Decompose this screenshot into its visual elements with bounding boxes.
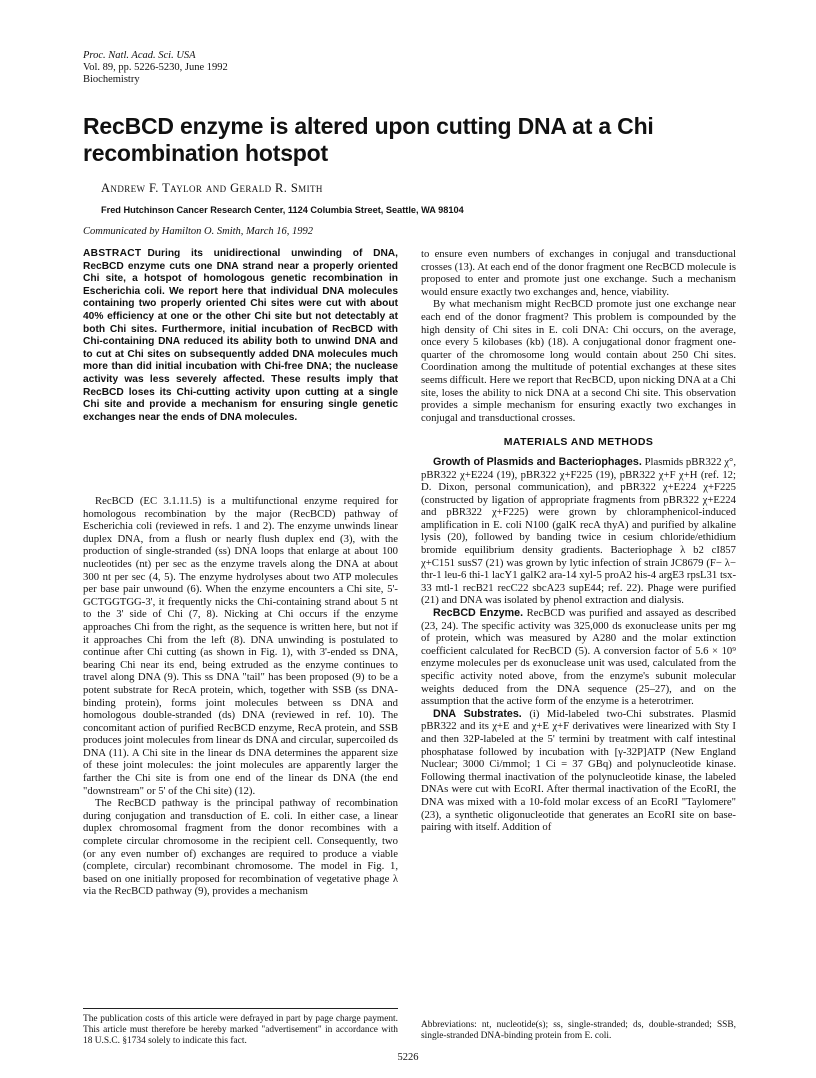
abstract-label: ABSTRACT [83, 248, 142, 259]
left-column-body [83, 495, 398, 898]
methods-subhead-3: DNA Substrates. [433, 707, 522, 720]
methods-paragraph-2 [421, 607, 736, 708]
methods-subhead-1: Growth of Plasmids and Bacteriophages. [433, 455, 642, 468]
right-paragraph-1: to ensure even numbers of exchanges in conjugal and transductional crosses (13). At each end of the donor fragment one RecBCD molecule is proposed to enter and promote just one exchange. Such a mechanism would ensure exactly two exchanges and, hence, viability. [421, 248, 736, 298]
abstract [83, 248, 398, 424]
article-title: RecBCD enzyme is altered upon cutting DNA at a Chi recombination hotspot [83, 113, 654, 166]
abbreviations-note: Abbreviations: nt, nucleotide(s); ss, single-stranded; ds, double-stranded; SSB, single-stranded DNA-binding protein from E. coli. [421, 1020, 736, 1042]
methods-paragraph-3 [421, 708, 736, 834]
intro-paragraph-1: RecBCD (EC 3.1.11.5) is a multifunctional enzyme required for homologous recombination by the major (RecBCD) pathway of Escherichia coli (reviewed in refs. 1 and 2). The enzyme unwinds linear duplex DNA, from a flush or nearly flush duplex end (3), with the production of single-stranded (ss) DNA loops that enlarge at about 100 nucleotides (nt) per sec as the enzyme travels along the DNA at about 300 nt per sec (4, 5). The enzyme hydrolyses about two ATP molecules per base pair unwound (6). When the enzyme encounters a Chi site, 5'-GCTGGTGG-3', it frequently nicks the Chi-containing strand about 5 nt to the 3' side of Chi (7, 8). Nicking at Chi occurs if the enzyme approaches Chi from the right, as the sequence is written here, but not if it approaches Chi from the left (8). DNA unwinding is postulated to continue after Chi cutting (as shown in Fig. 1), with 3'-ended ss DNA, bearing Chi near its end, being extruded as the enzyme continues to travel along DNA (9). This ss DNA "tail" has been proposed (9) to be a potent substrate for RecA protein, which, together with SSB (ss DNA-binding protein), forms joint molecules between ss DNA and homologous double-stranded (ds) DNA (reviewed in ref. 10). The concomitant action of purified RecBCD enzyme, RecA protein, and SSB produces joint molecules from linear ds DNA and circular, supercoiled ds DNA (11). A Chi site in the linear ds DNA determines the apparent size of these joint molecules: the joint molecules are apparently larger the farther the Chi site is from one end of the linear ds DNA (the end "downstream" or 5' of the Chi site) (12). [83, 495, 398, 797]
methods-paragraph-1 [421, 456, 736, 607]
left-footnote-block [83, 1008, 398, 1048]
publication-cost-note: The publication costs of this article were defrayed in part by page charge payment. This article must therefore be hereby marked "advertisement" in accordance with 18 U.S.C. §1734 solely to indicate this fact. [83, 1014, 398, 1047]
intro-paragraph-2: The RecBCD pathway is the principal pathway of recombination during conjugation and transduction of E. coli. In either case, a linear duplex chromosomal fragment from the donor recombines with a complete circular chromosome in the recipient cell. Consequently, two (or any even number of) exchanges are required to produce a viable (complete, circular) recombinant chromosome. The model in Fig. 1, based on one initially proposed for recombination of vegetative phage λ via the RecBCD pathway (9), provides a mechanism [83, 797, 398, 898]
volume-line: Vol. 89, pp. 5226-5230, June 1992 [83, 62, 228, 73]
methods-subhead-2: RecBCD Enzyme. [433, 607, 524, 620]
affiliation: Fred Hutchinson Cancer Research Center, 1124 Columbia Street, Seattle, WA 98104 [101, 205, 464, 215]
methods-heading: MATERIALS AND METHODS [503, 436, 654, 449]
journal-header [83, 50, 228, 86]
communicated-by: Communicated by Hamilton O. Smith, March 16, 1992 [83, 226, 314, 237]
right-footnote-block [421, 1020, 736, 1042]
footnote-rule-left [83, 1008, 398, 1009]
methods-text-3: (i) Mid-labeled two-Chi substrates. Plasmid pBR322 and its χ+E and χ+E χ+F derivatives were linearized with Sty I and then 32P-labeled at the 5' termini by treatment with calf intestinal phosphatase followed by incubation with [γ-32P]ATP (New England Nuclear; 3000 Ci/mmol; 1 Ci = 37 GBq) and polynucleotide kinase. Following thermal inactivation of the polynucleotide kinase, the labeled DNAs were cut with EcoRI. After thermal inactivation of the EcoRI, the DNA was mixed with a 10-fold molar excess of an EcoRI "Taylomere" (23), a synthetic oligonucleotide that generates an EcoRI site on base-pairing with itself. Addition of [421, 707, 737, 834]
journal-name: Proc. Natl. Acad. Sci. USA [83, 50, 196, 61]
abstract-text: During its unidirectional unwinding of DNA, RecBCD enzyme cuts one DNA strand near a properly oriented Chi site, a hotspot of homologous genetic recombination in Escherichia coli. We report here that individual DNA molecules containing two properly oriented Chi sites were cut with about 40% efficiency at one or the other Chi site but not detectably at both Chi sites. Furthermore, initial incubation of RecBCD with Chi-containing DNA reduced its ability both to unwind DNA and to cut at Chi sites on subsequently added DNA molecules much more than did initial incubation with Chi-free DNA; the nuclease activity was less severely affected. These results imply that RecBCD loses its Chi-cutting activity upon cutting at a single Chi site and provide a mechanism for ensuring single genetic exchanges near the ends of DNA molecules. [83, 248, 398, 423]
methods-text-2: RecBCD was purified and assayed as described (23, 24). The specific activity was 325,000 ds exonuclease units per mg of protein, which was measured by A280 and the molar extinction coefficient calculated for RecBCD (5). A conversion factor of 5.6 × 10⁹ enzyme molecules per ds exonuclease unit was used, calculated from the specific activity noted above, from the enzyme's subunit molecular weights deduced from the DNA sequence (25–27), and on the assumption that the active form of the enzyme is a heterotrimer. [421, 607, 736, 708]
section-name: Biochemistry [83, 74, 140, 85]
methods-text-1: Plasmids pBR322 χ°, pBR322 χ+E224 (19), pBR322 χ+F225 (19), pBR322 χ+F χ+H (ref. 12; D. Dixon, personal communication), and pBR322 χ+E224 χ+F225 (constructed by ligation of appropriate fragments from pBR322 χ+E224 and pBR322 χ+F225) were grown by chloramphenicol-induced amplification in E. coli N100 (galK recA thyA) and purified by alkaline lysis (20), followed by banding twice in cesium chloride/ethidium bromide equilibrium density gradients. Bacteriophage λ b2 cI857 χ+C151 susS7 (21) was grown by lytic infection of strain JC8679 (F− λ− thr-1 leu-6 thi-1 lacY1 galK2 ara-14 xyl-5 proA2 his-4 argE3 rpsL31 tsx-33 mtl-1 recB21 recC22 sbcA23 supE44; ref. 22). Phage were purified (21) and DNA was isolated by phenol extraction and dialysis. [421, 455, 736, 607]
right-paragraph-2: By what mechanism might RecBCD promote just one exchange near each end of the donor fragment? This problem is compounded by the high density of Chi sites in E. coli DNA: Chi occurs, on the average, once every 5 kilobases (kb) (18). A conjugational donor fragment one-quarter of the chromosome long would contain about 250 Chi sites. Coordination among the multitude of potential exchanges at these sites seems difficult. Here we report that RecBCD, upon nicking DNA at a Chi site, loses the ability to nick DNA at a second Chi site. This observation provides a simple mechanism for ensuring exactly two exchanges in conjugal and transductional crosses. [421, 298, 737, 424]
page-number: 5226 [397, 1052, 419, 1063]
right-column-body [421, 248, 736, 834]
authors: Andrew F. Taylor and Gerald R. Smith [101, 181, 323, 195]
